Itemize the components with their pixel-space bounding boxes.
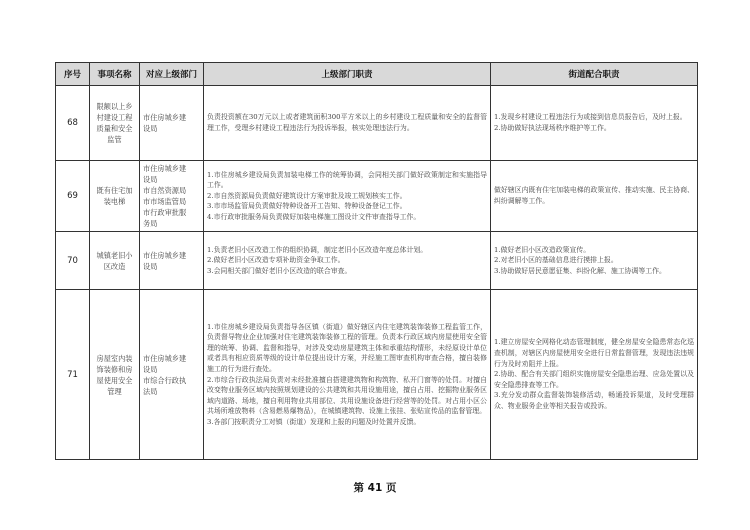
street-cell-line: 1.发现乡村建设工程违法行为或接到信息员报告后，及时上报。 xyxy=(494,113,687,122)
duty-cell xyxy=(204,161,491,232)
duty-cell-line: 2.市自然资源局负责做好建筑设计方案审批及竣工规划核实工作。 xyxy=(207,191,407,200)
row-number: 69 xyxy=(56,161,90,232)
street-cell xyxy=(491,232,698,290)
dept-cell-line: 设局 xyxy=(143,124,158,133)
street-cell-line: 1.做好老旧小区改造政策宣传。 xyxy=(494,245,591,254)
duty-cell-line: 3.会同相关部门做好老旧小区改造的联合审查。 xyxy=(207,266,352,275)
dept-cell-line: 设局 xyxy=(143,261,158,271)
duty-cell xyxy=(204,86,491,161)
table-row xyxy=(56,161,698,232)
dept-cell-line: 市综合行政执 xyxy=(143,375,187,385)
dept-cell xyxy=(140,86,204,161)
dept-cell-line: 设局 xyxy=(143,175,158,184)
street-cell xyxy=(491,161,698,232)
street-cell xyxy=(491,290,698,460)
table-row xyxy=(56,290,698,460)
duty-cell-line: 1.市住房城乡建设局负责加装电梯工作的统筹协调，会同相关部门做好政策制定和实施指导工作。 xyxy=(207,170,487,190)
dept-cell-line: 设局 xyxy=(143,364,158,374)
dept-cell-line: 市住房城乡建 xyxy=(143,250,187,260)
duty-cell-line: 3.市市场监管局负责做好特种设备开工告知、特种设备登记工作。 xyxy=(207,202,407,211)
street-cell-line: 2.对老旧小区的基础信息进行摸排上报。 xyxy=(494,256,618,265)
dept-cell-line: 市住房城乡建 xyxy=(143,164,187,173)
duty-table xyxy=(55,62,698,460)
header-street: 街道配合职责 xyxy=(491,63,698,86)
table-row xyxy=(56,86,698,161)
dept-cell-line: 市住房城乡建 xyxy=(143,353,187,363)
dept-cell-line: 市住房城乡建 xyxy=(143,113,187,122)
duty-cell xyxy=(204,232,491,290)
duty-cell-line: 2.做好老旧小区改造专项补助资金争取工作。 xyxy=(207,256,345,265)
item-name: 限额以上乡村建设工程质量和安全监管 xyxy=(90,86,140,161)
street-cell-line: 1.建立房屋安全网格化动态管理制度，健全房屋安全隐患常态化巡查机制，对辖区内房屋使用安全进行日常监督管理，发现违法违规行为及时劝阻并上报。 xyxy=(494,338,694,368)
dept-cell xyxy=(140,290,204,460)
dept-cell-line: 务局 xyxy=(143,219,158,228)
dept-cell-line: 市市场监管局 xyxy=(143,197,187,206)
street-cell-line: 2.协助做好执法现场秩序维护等工作。 xyxy=(494,124,611,132)
duty-cell-line: 4.市行政审批服务局负责做好加装电梯施工图设计文件审查指导工作。 xyxy=(207,212,421,221)
dept-cell-line: 市自然资源局 xyxy=(143,186,187,195)
row-number: 68 xyxy=(56,86,90,161)
duty-cell-line: 2.市综合行政执法局负责对未经批准擅自搭建建筑物和构筑物、私开门窗等的处罚。对擅自改变物业服务区域内按照规划建设的公共建筑和共用设施用途，擅自占用、挖掘物业服务区域内道路、场地，擅自利用物业共用部位、共用设施设备进行经营等的处罚。对占用小区公共场所堆放物料（含易燃易爆物品），在城镇建筑物、设施上张挂、张贴宣传品的监督管理。 xyxy=(207,375,487,416)
table-header-row xyxy=(56,63,698,86)
item-name: 房屋室内装饰装修和房屋使用安全管理 xyxy=(90,290,140,460)
duty-cell-line: 1.负责老旧小区改造工作的组织协调，制定老旧小区改造年度总体计划。 xyxy=(207,245,428,254)
duty-cell-line: 1.市住房城乡建设局负责指导各区镇（街道）做好辖区内住宅建筑装饰装修工程监管工作，负责督导物业企业加强对住宅建筑装饰装修工程的管理。负责本行政区域内房屋使用安全管理的统筹、协调、监督和指导，对涉及变动房屋建筑主体和承重结构情形，未经原设计单位或者具有相应资质等级的设计单位提出设计方案，并经施工图审查机构审查合格，擅自装修施工的行为进行查处。 xyxy=(207,322,487,373)
item-name: 城镇老旧小区改造 xyxy=(90,232,140,290)
dept-cell-line: 市行政审批服 xyxy=(143,208,187,217)
street-cell-line: 3.协助做好居民意愿征集、纠纷化解、施工协调等工作。 xyxy=(494,266,666,275)
street-cell xyxy=(491,86,698,161)
header-duty: 上级部门职责 xyxy=(204,63,491,86)
street-cell-line: 做好辖区内既有住宅加装电梯的政策宣传、推动实施、民主协商、纠纷调解等工作。 xyxy=(494,186,694,205)
header-name: 事项名称 xyxy=(90,63,140,86)
page-number: 第 41 页 xyxy=(353,482,397,494)
header-no: 序号 xyxy=(56,63,90,86)
dept-cell xyxy=(140,161,204,232)
header-dept: 对应上级部门 xyxy=(140,63,204,86)
row-number: 70 xyxy=(56,232,90,290)
dept-cell-line: 法局 xyxy=(143,386,158,396)
street-cell-line: 3.充分发动群众监督装饰装修活动，畅通投诉渠道，及时受理群众、物业服务企业等相关报告或投诉。 xyxy=(494,391,694,410)
item-name: 既有住宅加装电梯 xyxy=(90,161,140,232)
dept-cell xyxy=(140,232,204,290)
duty-cell-line: 3.各部门按职责分工对镇（街道）发现和上报的问题及时处置并反馈。 xyxy=(207,417,421,426)
duty-cell-line: 负责投资额在30万元以上或者建筑面积300平方米以上的乡村建设工程质量和安全的监督管理工作，受理乡村建设工程违法行为投诉举报，核实处理违法行为。 xyxy=(207,113,487,132)
duty-cell xyxy=(204,290,491,460)
row-number: 71 xyxy=(56,290,90,460)
table-row xyxy=(56,232,698,290)
street-cell-line: 2.协助、配合有关部门组织实施房屋安全隐患治理、应急处置以及安全隐患排查等工作。 xyxy=(494,370,694,389)
